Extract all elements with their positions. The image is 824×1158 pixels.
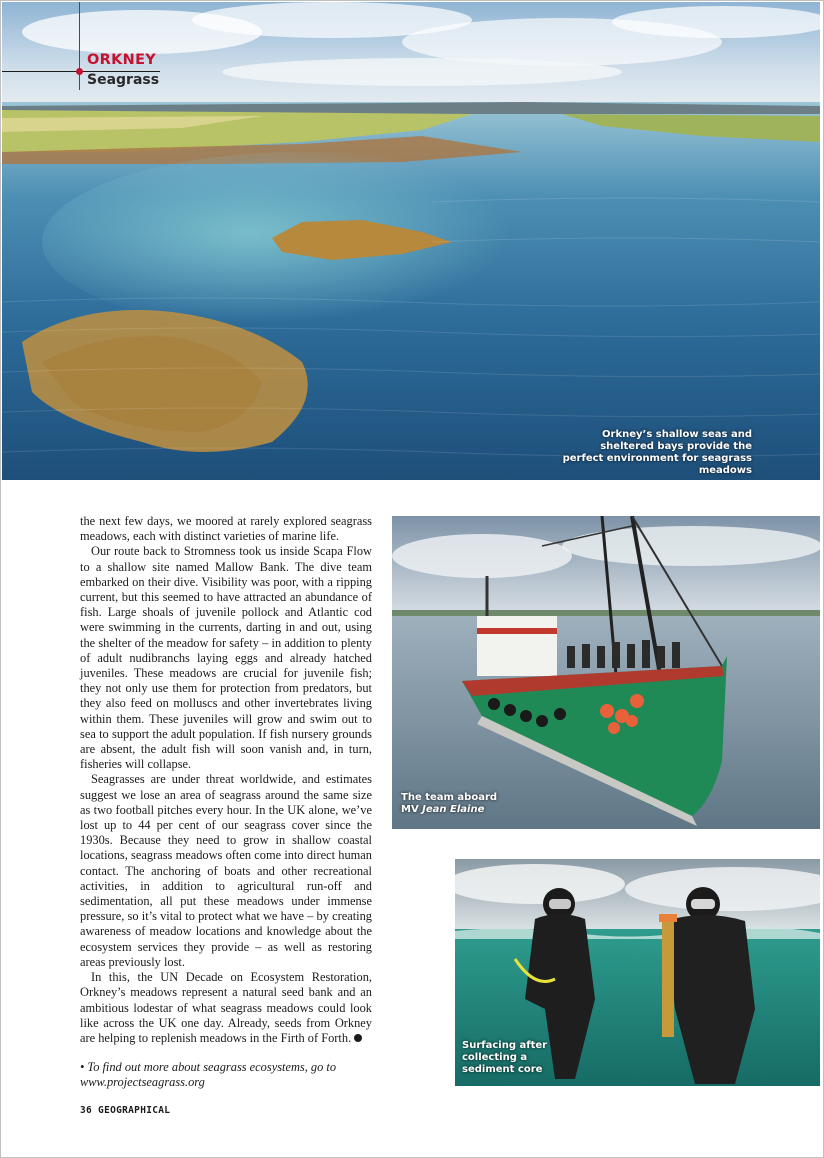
article-body bbox=[80, 514, 372, 1046]
article-paragraph-text: In this, the UN Decade on Ecosystem Restoration, Orkney’s meadows represent a natural seed bank and an ambitious lodestar of what seagrass meadows could look like across the UK one day. Already, seeds from Orkney are helping to replenish meadows in the Firth of Forth. bbox=[80, 970, 372, 1045]
section-tag-vertical-rule bbox=[79, 2, 80, 90]
article-paragraph: Our route back to Stromness took us inside Scapa Flow to a shallow site named Mallow Bank. The dive team embarked on their dive. Visibility was poor, with a ripping current, but this seemed to have attracted an abundance of fish. Large shoals of juvenile pollock and Atlantic cod were swimming in the currents, darting in and out, using the shelter of the meadow for safety – in addition to plenty of adult nudibranchs laying eggs and already hatched juveniles. These meadows are crucial for juvenile fish; they not only use them for protection from predators, but they also feed on molluscs and other invertebrates living within them. These juveniles will grow and swim out to sea to support the adult population. If fish nursery grounds are absent, the adult fish will soon vanish and, in turn, fisheries will collapse. bbox=[80, 544, 372, 772]
boat-caption-line2 bbox=[401, 804, 521, 816]
boat-illustration bbox=[392, 516, 820, 829]
page-number-footer: 36 GEOGRAPHICAL bbox=[80, 1105, 171, 1116]
article-paragraph: Seagrasses are under threat worldwide, and estimates suggest we lose an area of seagrass around the same size as two football pitches every hour. In the UK alone, we’ve lost up to 44 per cent of our seagrass cover since the 1930s. Because they need to grow in shallow coastal locations, seagrass meadows often come into direct human contact. The anchoring of boats and other recreational activities, in addition to agricultural run-off and sedimentation, all put these meadows under immense pressure, so it’s vital to protect what we have – by creating awareness of meadow locations and knowledge about the ecosystem services they provide – as well as restoring areas previously lost. bbox=[80, 772, 372, 969]
boat-caption-prefix: MV bbox=[401, 804, 423, 815]
section-title: ORKNEY bbox=[87, 52, 157, 68]
boat-caption-line1: The team aboard bbox=[401, 792, 498, 803]
boat-photo-caption bbox=[401, 792, 521, 816]
divers-photo-caption: Surfacing after collecting a sediment core bbox=[462, 1040, 548, 1075]
hero-caption: Orkney’s shallow seas and sheltered bays provide the perfect environment for seagrass meadows bbox=[562, 429, 752, 476]
end-of-article-bullet-icon bbox=[354, 1034, 362, 1042]
section-tag-dot bbox=[76, 68, 83, 75]
more-info-link-text: • To find out more about seagrass ecosystems, go to www.projectseagrass.org bbox=[80, 1060, 337, 1090]
article-paragraph: the next few days, we moored at rarely explored seagrass meadows, each with distinct varieties of marine life. bbox=[80, 514, 372, 544]
boat-caption-vessel-name: Jean Elaine bbox=[422, 804, 485, 815]
divers-photo bbox=[455, 859, 820, 1086]
boat-photo bbox=[392, 516, 820, 829]
section-subtitle: Seagrass bbox=[87, 72, 160, 88]
article-paragraph-final bbox=[80, 970, 372, 1046]
